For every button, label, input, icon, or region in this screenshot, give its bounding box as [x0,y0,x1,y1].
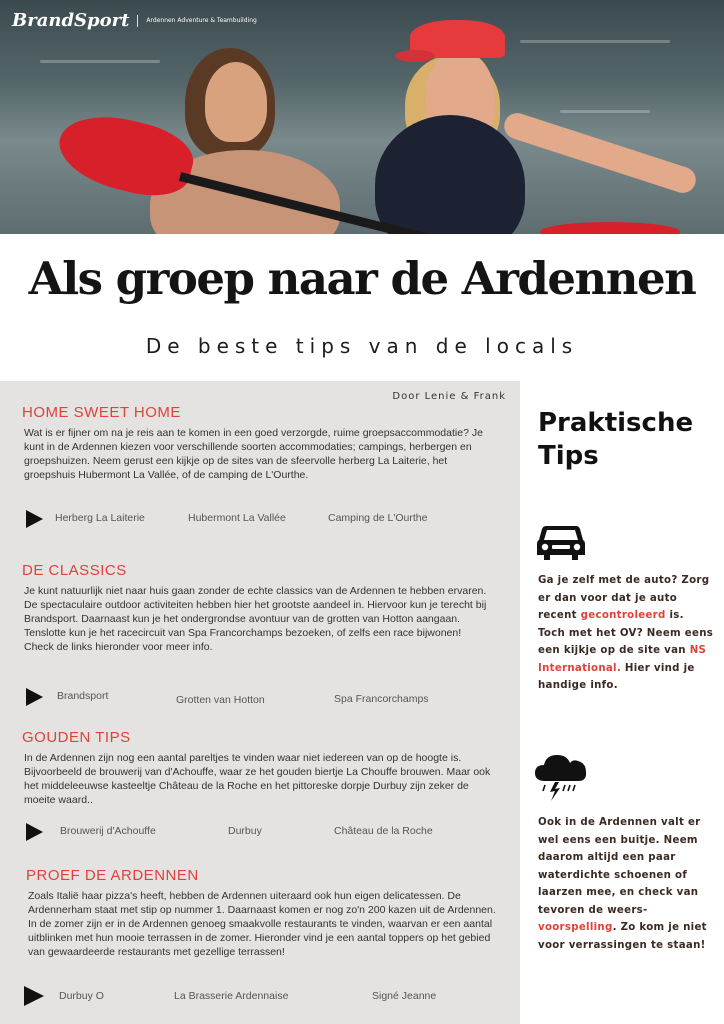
person-left-face [205,62,267,142]
brand-divider [137,15,138,27]
section-links [26,823,506,841]
section-heading: GOUDEN TIPS [22,729,131,746]
section-body: Zoals Italië haar pizza's heeft, hebben de Ardennen uiteraard ook hun eigen delicatessen. De Ardennerham staat met stip op nummer 1. Daarnaast komen er nog zo'n 200 kazen uit de Ardennen. In de zomer zijn er in de Ardennen genoeg smaakvolle restaurants te vinden, waarvan er een aantal uitblinken met hun mooie terrassen in de zomer. Hieronder vind je een aantal toppers op het gebied van gewaardeerde restaurants met gezellige terrassen! [28,890,496,958]
car-icon [537,522,585,562]
sidebar-title-line2: Tips [538,441,599,471]
section-proef-de-ardennen [26,867,496,959]
link-chateau-de-la-roche[interactable]: Château de la Roche [334,825,433,837]
water-reflection [40,60,160,63]
page-subtitle: De beste tips van de locals [145,334,579,358]
paddle-blade [52,105,200,206]
rain-cloud-icon [533,751,589,803]
link-herberg-la-laiterie[interactable]: Herberg La Laiterie [55,512,145,524]
water-reflection [560,110,650,113]
section-links [26,688,506,706]
link-signe-jeanne[interactable]: Signé Jeanne [372,990,437,1002]
sidebar-title [538,407,693,473]
section-home-sweet-home [22,404,492,482]
weather-tip-part1: Ook in de Ardennen valt er wel eens een buitje. Neem daarom altijd een paar waterdichte schoenen of laarzen mee, en check van tevoren de weers- [538,817,701,916]
play-icon [26,823,43,841]
link-brouwerij-dachouffe[interactable]: Brouwerij d'Achouffe [60,825,156,837]
page-title: Als groep naar de Ardennen [28,252,696,305]
section-body: Je kunt natuurlijk niet naar huis gaan zonder de echte classics van de Ardennen te hebben ervaren. De spectaculaire outdoor activiteiten hebben hier het grootste aandeel in. Hiervoor kun je terecht bij Brandsport. Daarnaast kun je het ondergrondse avontuur van de grotten van Hotton aangaan. Tenslotte kun je het racecircuit van Spa Francorchamps bezoeken, of zelfs een race bijwonen! Check de links hieronder voor meer info. [24,585,487,653]
car-tip-text [538,572,714,695]
weather-tip-part2: . Zo kom je niet voor verrassingen te staan! [538,922,707,951]
person-right-arm [501,110,699,197]
link-hubermont-la-vallee[interactable]: Hubermont La Vallée [188,512,286,524]
person-right-shirt [375,115,525,234]
section-gouden-tips [22,729,492,807]
brand-header [12,10,257,31]
section-heading: HOME SWEET HOME [22,404,181,421]
section-links [26,510,506,528]
weather-tip-text [538,814,714,954]
kayak [540,222,680,234]
car-tip-part1: Ga je zelf met de auto? Zorg er dan voor dat je auto recent [538,575,710,621]
link-ns-international[interactable]: NS International. [538,645,707,674]
cap-brim [395,50,435,62]
play-icon [26,688,43,706]
section-de-classics [22,562,492,654]
section-body: In de Ardennen zijn nog een aantal pareltjes te vinden waar niet iedereen van op de hoogte is. Bijvoorbeeld de brouwerij van d'Achouffe, waar ze het gouden biertje La Chouffe brouwen. Maar ook het middeleeuwse kasteeltje Château de la Roche en het pittoreske dorpje Durbuy zijn zeker de moeite waard.. [24,752,491,806]
link-spa-francorchamps[interactable]: Spa Francorchamps [334,693,429,705]
section-heading: DE CLASSICS [22,562,127,579]
link-camping-de-lourthe[interactable]: Camping de L'Ourthe [328,512,428,524]
water-reflection [520,40,670,43]
link-voorspelling[interactable]: voorspelling [538,922,613,933]
byline: Door Lenie & Frank [392,391,506,402]
section-heading: PROEF DE ARDENNEN [26,867,199,884]
link-gecontroleerd[interactable]: gecontroleerd [580,610,666,621]
brand-tagline: Ardennen Adventure & Teambuilding [146,17,257,24]
section-links [24,986,504,1004]
link-brandsport[interactable]: Brandsport [57,690,109,702]
car-tip-part2: is. Toch met het OV? Neem eens een kijkje op de site van [538,610,714,656]
link-durbuy[interactable]: Durbuy [228,825,262,837]
link-la-brasserie-ardennaise[interactable]: La Brasserie Ardennaise [174,990,289,1002]
section-body: Wat is er fijner om na je reis aan te komen in een goed verzorgde, ruime groepsaccommodatie? Je kunt in de Ardennen kiezen voor verschillende soorten accommodaties; campings, herbergen en groepshuizen. Neem gerust een kijkje op de sites van de sfeervolle herberg La Laiterie, het groepshuis Hubermont La Vallée, of de camping de L'Ourthe. [24,427,483,481]
play-icon [24,986,44,1006]
link-durbuy-o[interactable]: Durbuy O [59,990,104,1002]
brand-logo[interactable]: BrandSport [12,10,130,31]
hero-image [0,0,724,234]
car-tip-part3: Hier vind je handige info. [538,662,695,691]
play-icon [26,510,43,528]
sidebar-title-line1: Praktische [538,408,694,438]
link-grotten-van-hotton[interactable]: Grotten van Hotton [176,694,265,706]
